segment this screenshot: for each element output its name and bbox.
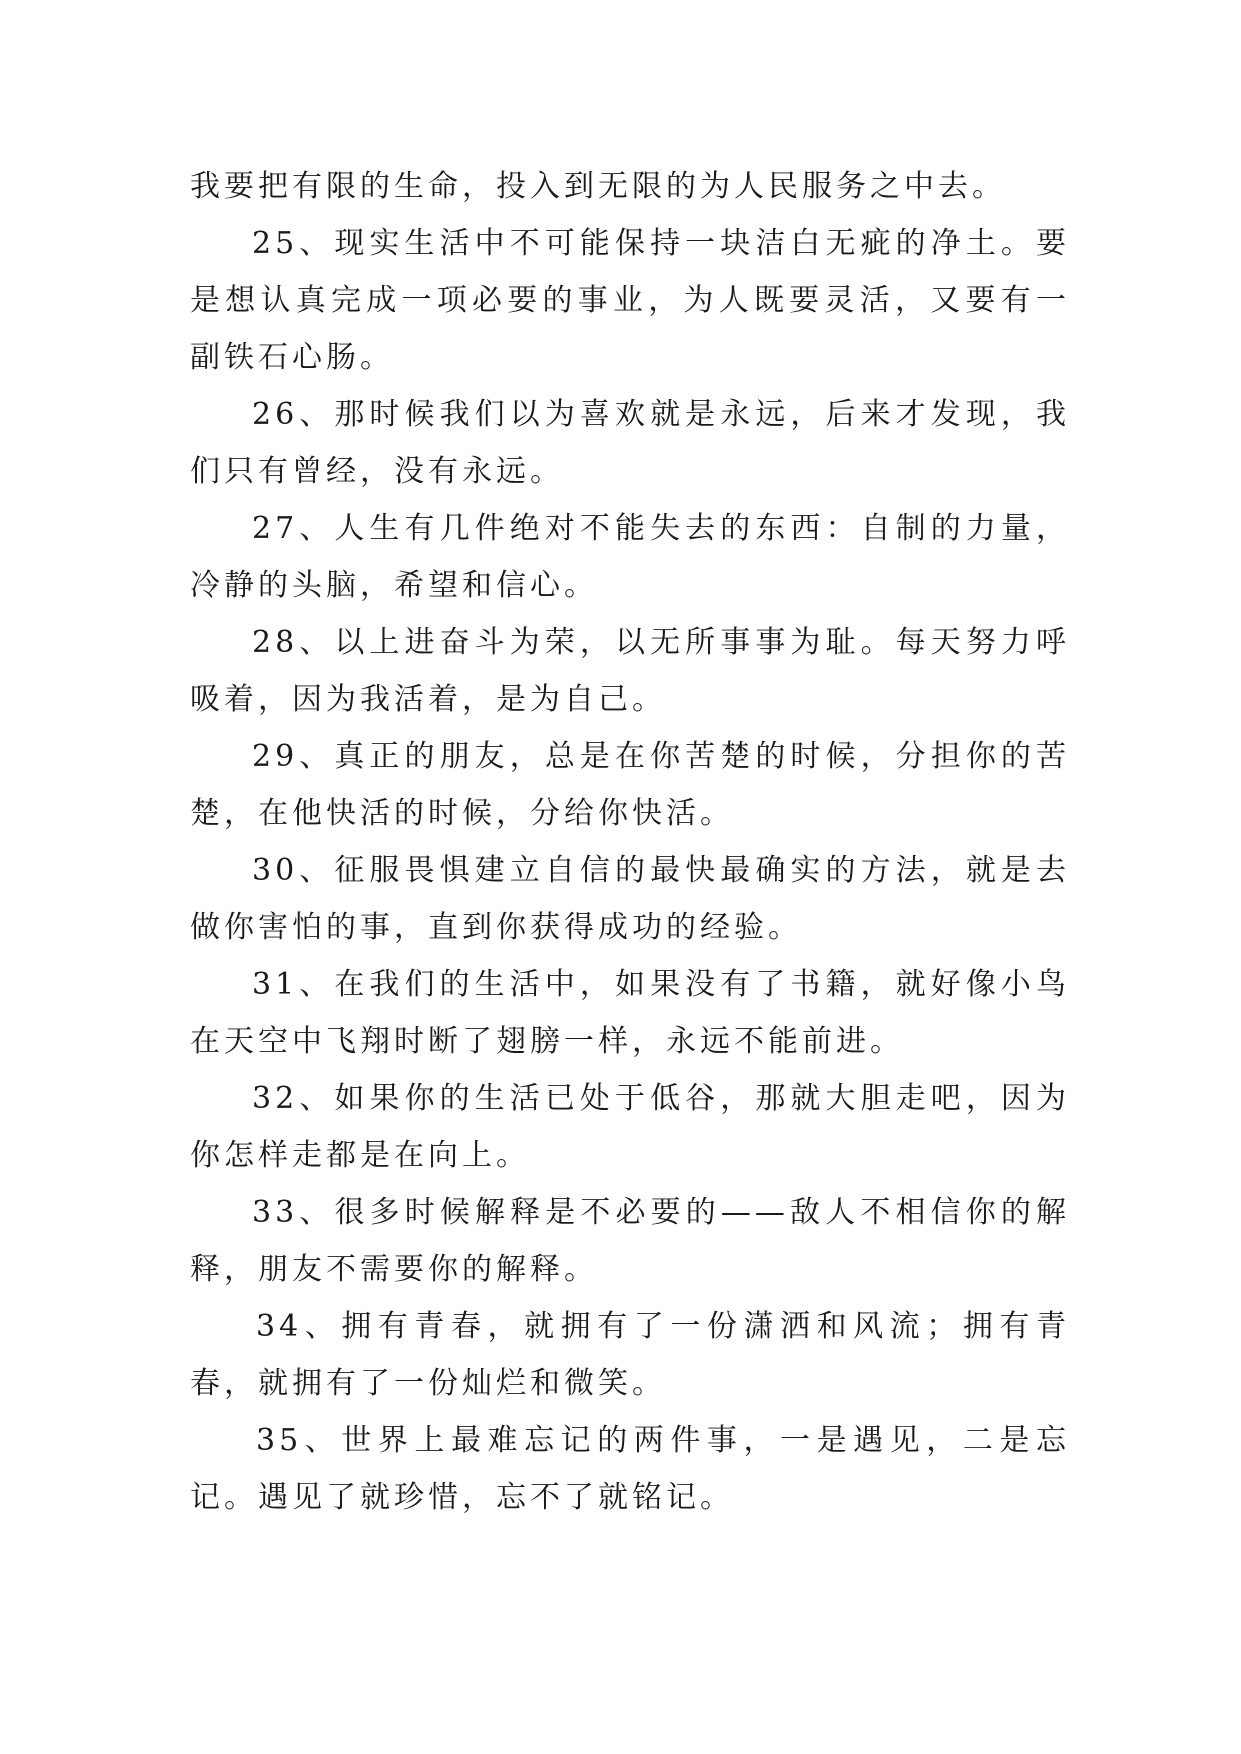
paragraph-28: 28、以上进奋斗为荣，以无所事事为耻。每天努力呼吸着，因为我活着，是为自己。 — [190, 625, 1070, 717]
paragraph-27: 27、人生有几件绝对不能失去的东西：自制的力量，冷静的头脑，希望和信心。 — [190, 511, 1070, 603]
paragraph-34: 34、拥有青春，就拥有了一份潇洒和风流；拥有青春，就拥有了一份灿烂和微笑。 — [190, 1309, 1070, 1401]
paragraph-32: 32、如果你的生活已处于低谷，那就大胆走吧，因为你怎样走都是在向上。 — [190, 1081, 1070, 1173]
paragraph-29: 29、真正的朋友，总是在你苦楚的时候，分担你的苦楚，在他快活的时候，分给你快活。 — [190, 739, 1070, 831]
paragraph-30: 30、征服畏惧建立自信的最快最确实的方法，就是去做你害怕的事，直到你获得成功的经验。 — [190, 853, 1070, 945]
paragraph-35: 35、世界上最难忘记的两件事，一是遇见，二是忘记。遇见了就珍惜，忘不了就铭记。 — [190, 1423, 1070, 1515]
paragraph-26: 26、那时候我们以为喜欢就是永远，后来才发现，我们只有曾经，没有永远。 — [190, 397, 1070, 489]
paragraph-25: 25、现实生活中不可能保持一块洁白无疵的净土。要是想认真完成一项必要的事业，为人既要灵活，又要有一副铁石心肠。 — [190, 226, 1070, 375]
paragraph-31: 31、在我们的生活中，如果没有了书籍，就好像小鸟在天空中飞翔时断了翅膀一样，永远不能前进。 — [190, 967, 1070, 1059]
paragraph-33: 33、很多时候解释是不必要的——敌人不相信你的解释，朋友不需要你的解释。 — [190, 1195, 1070, 1287]
document-body — [190, 158, 1070, 1526]
paragraph-continuation: 我要把有限的生命，投入到无限的为人民服务之中去。 — [190, 169, 1006, 204]
